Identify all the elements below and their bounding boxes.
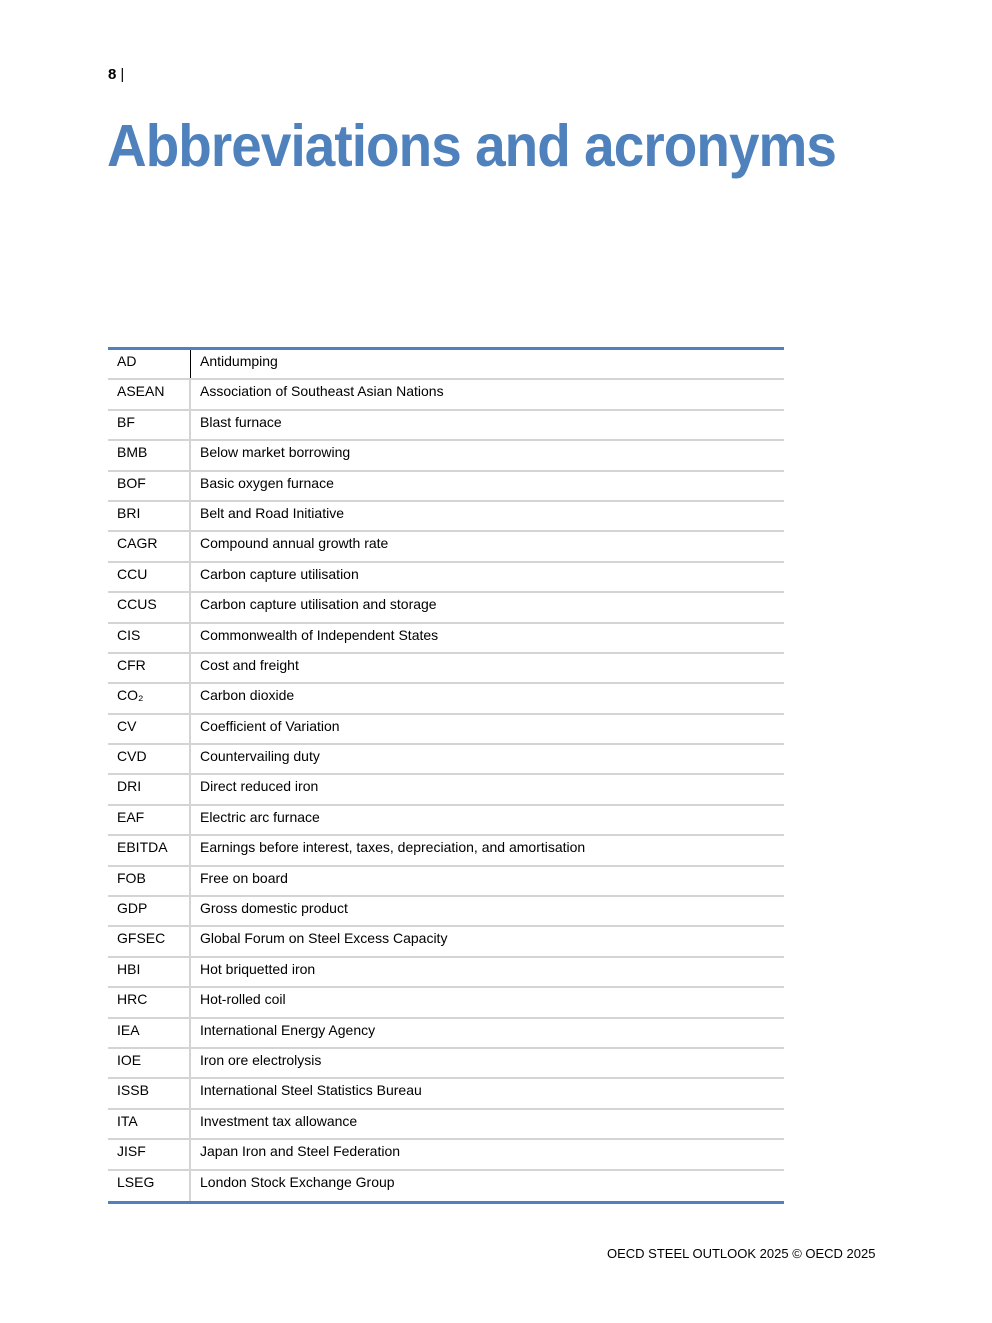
table-row — [108, 836, 784, 866]
table-row — [108, 775, 784, 805]
table-row — [108, 745, 784, 775]
table-row — [108, 624, 784, 654]
abbreviation-cell: CAGR — [108, 532, 191, 560]
table-row — [108, 350, 784, 380]
table-row — [108, 593, 784, 623]
table-row — [108, 563, 784, 593]
table-row — [108, 1110, 784, 1140]
abbreviation-cell: CCU — [108, 563, 191, 591]
definition-cell: Iron ore electrolysis — [200, 1051, 322, 1068]
abbreviation-cell: IEA — [108, 1019, 191, 1047]
abbreviation-cell: BRI — [108, 502, 191, 530]
definition-cell: Cost and freight — [200, 656, 299, 673]
abbreviation-cell: BOF — [108, 472, 191, 500]
table-row — [108, 806, 784, 836]
definition-cell: International Energy Agency — [200, 1021, 376, 1038]
abbreviation-cell: ASEAN — [108, 380, 191, 408]
definition-cell: Investment tax allowance — [200, 1112, 358, 1129]
definition-cell: Hot briquetted iron — [200, 960, 316, 977]
page-number: 8 | — [108, 66, 125, 83]
abbreviation-cell: CIS — [108, 624, 191, 652]
abbreviation-cell: DRI — [108, 775, 191, 803]
definition-cell: Carbon dioxide — [200, 687, 295, 704]
table-row — [108, 502, 784, 532]
definition-cell: Carbon capture utilisation and storage — [200, 596, 437, 613]
abbreviation-cell: BMB — [108, 441, 191, 469]
definition-cell: Global Forum on Steel Excess Capacity — [200, 930, 448, 947]
abbreviation-cell: HRC — [108, 988, 191, 1016]
definition-cell: London Stock Exchange Group — [200, 1173, 395, 1190]
definition-cell: International Steel Statistics Bureau — [200, 1082, 422, 1099]
definition-cell: Blast furnace — [200, 413, 282, 430]
definition-cell: Gross domestic product — [200, 900, 348, 917]
table-row — [108, 715, 784, 745]
definition-cell: Japan Iron and Steel Federation — [200, 1143, 401, 1160]
definition-cell: Belt and Road Initiative — [200, 504, 344, 521]
table-row — [108, 380, 784, 410]
definition-cell: Carbon capture utilisation — [200, 565, 359, 582]
abbreviation-cell: ITA — [108, 1110, 191, 1138]
table-row — [108, 1079, 784, 1109]
definition-cell: Association of Southeast Asian Nations — [200, 383, 444, 400]
table-row — [108, 867, 784, 897]
definition-cell: Coefficient of Variation — [200, 717, 340, 734]
abbreviation-cell: CV — [108, 715, 191, 743]
definition-cell: Countervailing duty — [200, 748, 320, 765]
table-row — [108, 684, 784, 714]
definition-cell: Commonwealth of Independent States — [200, 626, 439, 643]
definition-cell: Basic oxygen furnace — [200, 474, 334, 491]
abbreviation-cell: IOE — [108, 1049, 191, 1077]
table-row — [108, 532, 784, 562]
abbreviation-cell: ISSB — [108, 1079, 191, 1107]
abbreviation-cell: EAF — [108, 806, 191, 834]
table-row — [108, 927, 784, 957]
abbreviation-cell: FOB — [108, 867, 191, 895]
table-row — [108, 897, 784, 927]
table-row — [108, 958, 784, 988]
definition-cell: Free on board — [200, 869, 288, 886]
table-row — [108, 441, 784, 471]
definition-cell: Electric arc furnace — [200, 808, 320, 825]
abbreviation-cell: CO₂ — [108, 684, 191, 712]
page-title: Abbreviations and acronyms — [107, 113, 836, 179]
page-number-value: 8 — [108, 66, 117, 83]
abbreviation-cell: BF — [108, 411, 191, 439]
definition-cell: Antidumping — [200, 353, 278, 369]
definition-cell: Direct reduced iron — [200, 778, 319, 795]
table-row — [108, 988, 784, 1018]
table-row — [108, 411, 784, 441]
abbreviation-cell: EBITDA — [108, 836, 191, 864]
abbreviation-cell: CFR — [108, 654, 191, 682]
definition-cell: Compound annual growth rate — [200, 535, 389, 552]
abbreviation-cell: LSEG — [108, 1171, 191, 1201]
abbreviation-cell: CVD — [108, 745, 191, 773]
table-row — [108, 1140, 784, 1170]
abbreviation-cell: HBI — [108, 958, 191, 986]
abbreviation-cell: AD — [108, 350, 191, 378]
footer: OECD STEEL OUTLOOK 2025 © OECD 2025 — [607, 1246, 876, 1261]
table-row — [108, 472, 784, 502]
abbreviation-cell: CCUS — [108, 593, 191, 621]
definition-cell: Hot-rolled coil — [200, 991, 286, 1008]
abbreviation-cell: JISF — [108, 1140, 191, 1168]
table-row — [108, 1049, 784, 1079]
abbreviations-table — [108, 347, 784, 1204]
table-row — [108, 654, 784, 684]
table-row — [108, 1019, 784, 1049]
definition-cell: Earnings before interest, taxes, depreciation, and amortisation — [200, 839, 586, 856]
definition-cell: Below market borrowing — [200, 444, 351, 461]
abbreviation-cell: GFSEC — [108, 927, 191, 955]
abbreviation-cell: GDP — [108, 897, 191, 925]
table-row — [108, 1171, 784, 1201]
